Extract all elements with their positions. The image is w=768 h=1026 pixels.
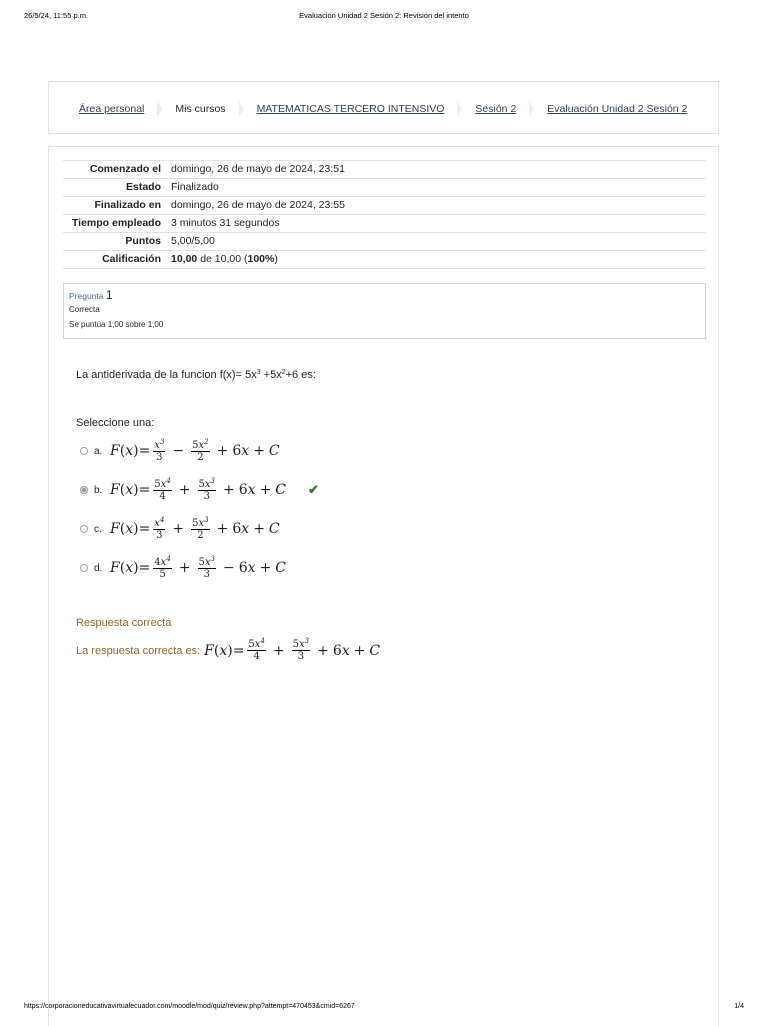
summary-value: domingo, 26 de mayo de 2024, 23:55 xyxy=(171,199,345,211)
grade-score: 10,00 xyxy=(171,253,198,265)
summary-row-time xyxy=(63,215,706,233)
summary-row-finished xyxy=(63,197,706,215)
summary-label: Comenzado el xyxy=(89,163,161,175)
breadcrumb-card xyxy=(48,81,719,134)
right-answer-label: La respuesta correcta es: xyxy=(76,644,201,657)
option-b-formula: F ( x ) = $\frac{5x^4}{4}$ + $\frac{5x^3}{3}$ + 6 x + C ✔ xyxy=(110,476,319,502)
radio-a[interactable] xyxy=(80,447,88,455)
question-number-value: 1 xyxy=(105,288,113,302)
right-answer xyxy=(76,639,380,662)
breadcrumb xyxy=(79,82,687,135)
summary-value: 5,00/5,00 xyxy=(171,235,215,247)
option-a-formula: F ( x ) = $\frac{x^3}{3}$ − $\frac{5x^2}{2}$ + 6 x + C xyxy=(110,437,280,463)
breadcrumb-separator-icon xyxy=(157,101,162,117)
question-number-label: Pregunta xyxy=(69,291,104,301)
question-text-part: +6 es: xyxy=(285,369,316,381)
summary-row-state xyxy=(63,179,706,197)
check-icon: ✔ xyxy=(308,482,319,498)
right-answer-formula: F ( x ) = $\frac{5x^4}{4}$ + $\frac{5x^3}{3}$ + 6 x + C xyxy=(204,637,381,662)
print-title: Evaluación Unidad 2 Sesión 2: Revisión del intento xyxy=(299,11,469,20)
print-url: https://corporacioneducativavirtualecuador.com/moodle/mod/quiz/review.php?attempt=470453&cmid=6267 xyxy=(24,1003,355,1010)
breadcrumb-quiz[interactable]: Evaluación Unidad 2 Sesión 2 xyxy=(547,102,688,115)
grade-of: de 10,00 ( xyxy=(197,253,248,265)
question-grade: Se puntúa 1,00 sobre 1,00 xyxy=(69,320,164,329)
breadcrumb-area-personal[interactable]: Área personal xyxy=(79,102,145,115)
option-letter: a. xyxy=(94,445,103,457)
radio-c[interactable] xyxy=(80,525,88,533)
summary-row-points xyxy=(63,233,706,251)
summary-value xyxy=(171,251,706,269)
radio-b-selected[interactable] xyxy=(80,486,88,494)
grade-percent: 100% xyxy=(247,253,275,265)
question-exponent: 2 xyxy=(281,369,286,376)
answer-option-b[interactable] xyxy=(80,475,319,505)
question-text xyxy=(76,369,316,381)
grade-close: ) xyxy=(274,253,278,265)
question-info-box xyxy=(63,283,706,339)
breadcrumb-separator-icon xyxy=(457,101,462,117)
question-number xyxy=(69,288,700,302)
attempt-review-card xyxy=(48,146,719,1026)
print-date: 26/5/24, 11:55 p.m. xyxy=(24,11,89,20)
summary-label: Puntos xyxy=(125,235,161,247)
summary-label: Estado xyxy=(125,181,161,193)
breadcrumb-mis-cursos: Mis cursos xyxy=(175,102,226,115)
radio-d[interactable] xyxy=(80,564,88,572)
summary-row-grade xyxy=(63,251,706,269)
option-letter: c. xyxy=(94,523,102,535)
answer-option-a[interactable] xyxy=(80,436,280,466)
attempt-summary-table xyxy=(63,160,706,269)
answer-option-c[interactable] xyxy=(80,514,280,544)
summary-label: Finalizado en xyxy=(94,199,161,211)
summary-label: Tiempo empleado xyxy=(71,217,161,229)
breadcrumb-separator-icon xyxy=(529,101,534,117)
option-letter: b. xyxy=(94,484,103,496)
summary-row-started xyxy=(63,161,706,179)
answer-option-d[interactable] xyxy=(80,553,286,583)
summary-value: domingo, 26 de mayo de 2024, 23:51 xyxy=(171,163,345,175)
summary-value: Finalizado xyxy=(171,181,219,193)
summary-value: 3 minutos 31 segundos xyxy=(171,217,280,229)
option-letter: d. xyxy=(94,562,103,574)
question-text-part: La antiderivada de la funcion f(x)= 5x xyxy=(76,369,257,381)
option-d-formula: F ( x ) = $\frac{4x^4}{5}$ + $\frac{5x^3}{3}$ − 6 x + C xyxy=(110,554,287,580)
question-exponent: 3 xyxy=(256,369,261,376)
breadcrumb-separator-icon xyxy=(239,101,244,117)
breadcrumb-course[interactable]: MATEMATICAS TERCERO INTENSIVO xyxy=(256,102,445,115)
option-c-formula: F ( x ) = $\frac{x^4}{3}$ + $\frac{5x^3}{2}$ + 6 x + C xyxy=(110,515,280,541)
summary-label: Calificación xyxy=(102,253,161,265)
answer-prompt: Seleccione una: xyxy=(76,417,155,429)
question-text-part: +5x xyxy=(260,369,282,381)
question-state: Correcta xyxy=(69,305,100,314)
breadcrumb-session[interactable]: Sesión 2 xyxy=(475,102,517,115)
print-page-number: 1/4 xyxy=(734,1003,744,1010)
feedback-text: Respuesta correcta xyxy=(76,617,172,629)
